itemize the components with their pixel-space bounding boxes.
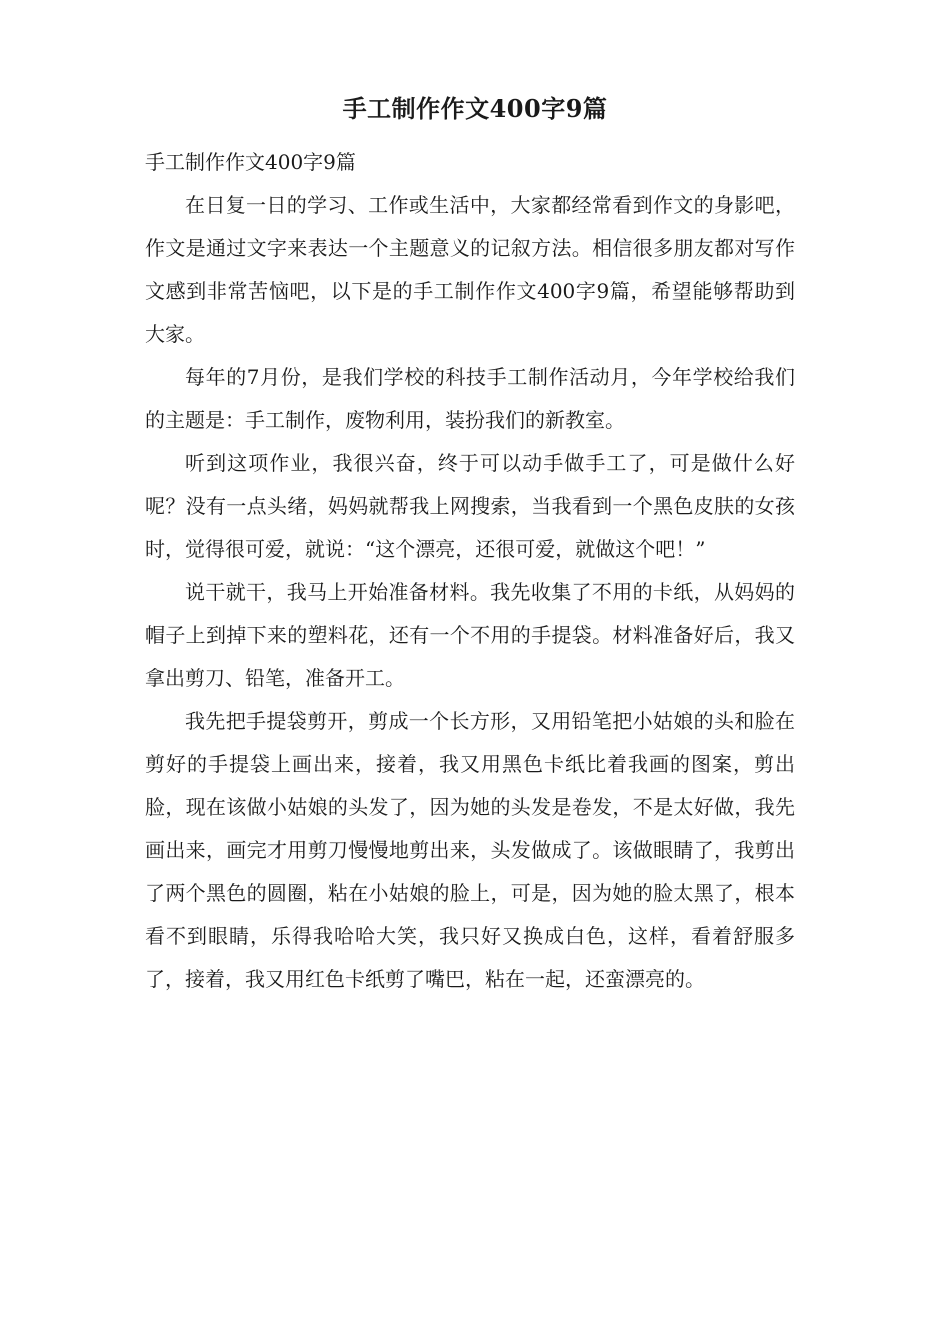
- paragraph: 每年的7月份，是我们学校的科技手工制作活动月，今年学校给我们的主题是：手工制作，废物利用，装扮我们的新教室。: [145, 365, 795, 432]
- paragraph: 说干就干，我马上开始准备材料。我先收集了不用的卡纸，从妈妈的帽子上到掉下来的塑料花，还有一个不用的手提袋。材料准备好后，我又拿出剪刀、铅笔，准备开工。: [145, 580, 795, 690]
- paragraph: 我先把手提袋剪开，剪成一个长方形，又用铅笔把小姑娘的头和脸在剪好的手提袋上画出来，接着，我又用黑色卡纸比着我画的图案，剪出脸，现在该做小姑娘的头发了，因为她的头发是卷发，不是太好做，我先画出来，画完才用剪刀慢慢地剪出来，头发做成了。该做眼睛了，我剪出了两个黑色的圆圈，粘在小姑娘的脸上，可是，因为她的脸太黑了，根本看不到眼睛，乐得我哈哈大笑，我只好又换成白色，这样，看着舒服多了，接着，我又用红色卡纸剪了嘴巴，粘在一起，还蛮漂亮的。: [145, 709, 795, 991]
- paragraph: 听到这项作业，我很兴奋，终于可以动手做手工了，可是做什么好呢？没有一点头绪，妈妈就帮我上网搜索，当我看到一个黑色皮肤的女孩时，觉得很可爱，就说：“这个漂亮，还很可爱，就做这个吧！”: [145, 451, 795, 561]
- paragraph: 在日复一日的学习、工作或生活中，大家都经常看到作文的身影吧，作文是通过文字来表达一个主题意义的记叙方法。相信很多朋友都对写作文感到非常苦恼吧，以下是的手工制作作文400字9篇，希望能够帮助到大家。: [145, 193, 795, 346]
- document-subtitle: 手工制作作文400字9篇: [145, 150, 356, 174]
- document-title: 手工制作作文400字9篇: [342, 94, 608, 123]
- document-body: [145, 141, 795, 1001]
